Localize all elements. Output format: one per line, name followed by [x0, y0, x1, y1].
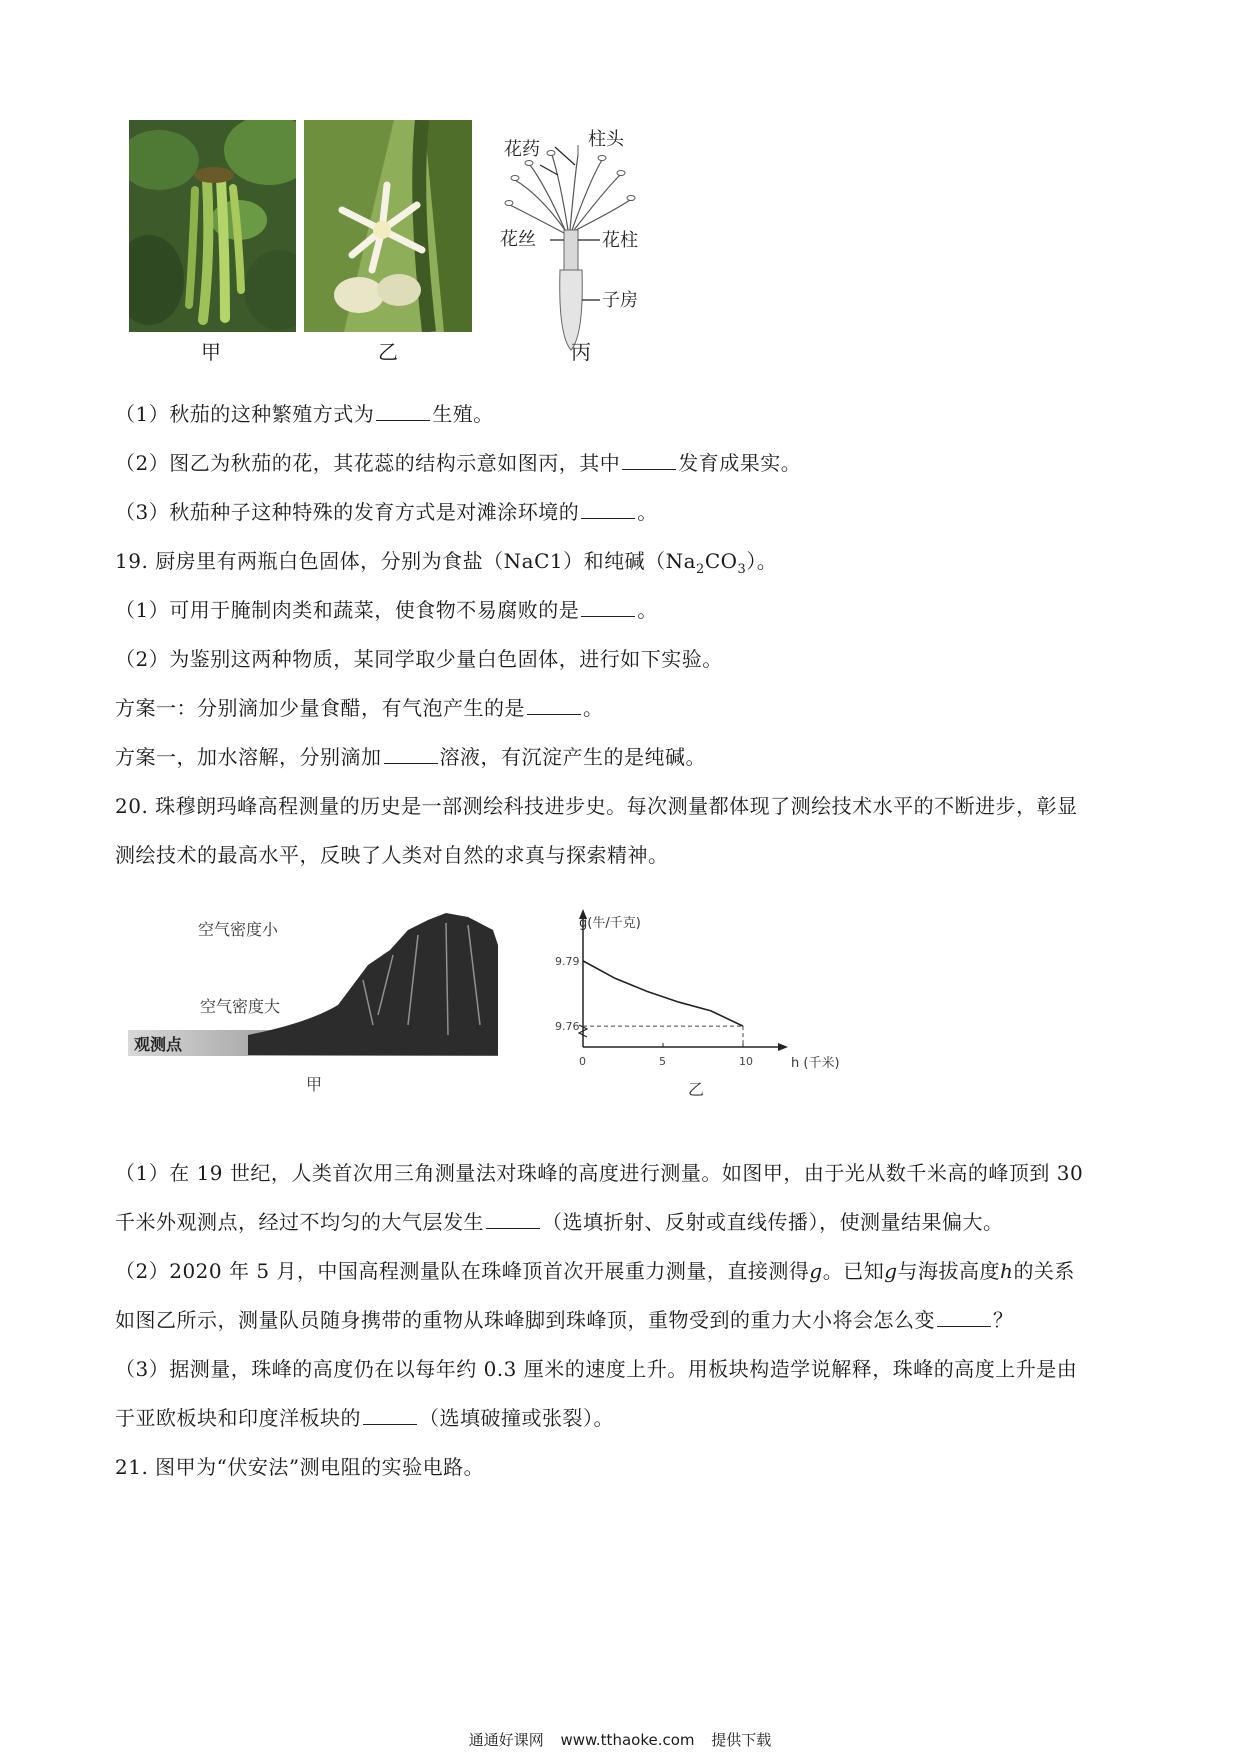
label-observation-point: 观测点	[134, 1035, 183, 1054]
q18-sub2: （2）图乙为秋茄的花，其花蕊的结构示意如图丙，其中 发育成果实。	[115, 451, 802, 475]
x-axis-label: h (千米)	[791, 1056, 840, 1071]
figure-mountain-atmosphere	[128, 905, 508, 1095]
footer-site: 通通好课网	[468, 1731, 544, 1749]
y-tick-label: 9.79	[555, 954, 580, 968]
q19-plan2: 方案一，加水溶解，分别滴加 溶液，有沉淀产生的是纯碱。	[115, 745, 706, 769]
x-tick-label: 5	[659, 1055, 666, 1068]
page-footer	[0, 1729, 1240, 1750]
flower-structure-diagram	[490, 125, 700, 355]
q20-stem-line1: 20. 珠穆朗玛峰高程测量的历史是一部测绘科技进步史。每次测量都体现了测绘技术水平的不断进步，彰显	[115, 794, 1078, 818]
q21-stem: 21. 图甲为“伏安法”测电阻的实验电路。	[115, 1455, 485, 1479]
y-tick-label: 9.76	[555, 1020, 580, 1034]
label-high-density: 空气密度大	[200, 997, 281, 1016]
q19-stem: 19. 厨房里有两瓶白色固体，分别为食盐（NaC1）和纯碱$(Na_2CO_3)$。	[115, 549, 778, 577]
caption-jia: 甲	[201, 340, 221, 364]
q20-sub2-line1: （2）2020 年 5 月，中国高程测量队在珠峰顶首次开展重力测量，直接测得g。已知g与海拔高度h的关系	[115, 1259, 1075, 1283]
label-anther: 花药	[504, 139, 540, 160]
y-axis-label: g(牛/千克)	[579, 916, 641, 931]
x-tick-label: 0	[579, 1055, 586, 1068]
answer-blank[interactable]	[937, 1308, 991, 1327]
answer-blank[interactable]	[486, 1210, 540, 1229]
q19-sub1: （1）可用于腌制肉类和蔬菜，使食物不易腐败的是 。	[115, 598, 658, 622]
q20-sub3-line1: （3）据测量，珠峰的高度仍在以每年约 0.3 厘米的速度上升。用板块构造学说解释，珠峰的高度上升是由	[115, 1357, 1078, 1381]
photo-mangrove-flower	[304, 120, 472, 332]
answer-blank[interactable]	[376, 402, 430, 421]
q20-sub3-line2: 于亚欧板块和印度洋板块的 （选填破撞或张裂）。	[115, 1406, 614, 1430]
q18-sub3: （3）秋茄种子这种特殊的发育方式是对滩涂环境的 。	[115, 500, 658, 524]
footer-note: 提供下载	[711, 1731, 772, 1749]
series-line	[583, 961, 743, 1026]
mangrove-flower-illustration	[304, 120, 472, 332]
q19-plan1: 方案一：分别滴加少量食醋，有气泡产生的是 。	[115, 696, 604, 720]
label-style: 花柱	[602, 230, 638, 251]
label-low-density: 空气密度小	[198, 920, 279, 939]
q20-sub1-line1: （1）在 19 世纪，人类首次用三角测量法对珠峰的高度进行测量。如图甲，由于光从数千米高的峰顶到 30	[115, 1161, 1084, 1185]
caption-yi-2: 乙	[688, 1080, 705, 1099]
g-vs-height-chart	[545, 895, 895, 1105]
label-filament: 花丝	[500, 229, 536, 250]
photo-mangrove-fruits	[129, 120, 296, 332]
q20-sub2-line2: 如图乙所示，测量队员随身携带的重物从珠峰脚到珠峰顶，重物受到的重力大小将会怎么变 ？	[115, 1308, 1014, 1332]
x-tick-label: 10	[739, 1055, 753, 1068]
caption-yi: 乙	[378, 340, 398, 364]
answer-blank[interactable]	[363, 1406, 417, 1425]
answer-blank[interactable]	[622, 451, 676, 470]
q19-sub2: （2）为鉴别这两种物质，某同学取少量白色固体，进行如下实验。	[115, 647, 723, 671]
q18-sub1: （1）秋茄的这种繁殖方式为 生殖。	[115, 402, 494, 426]
q20-sub1-line2: 千米外观测点，经过不均匀的大气层发生 （选填折射、反射或直线传播），使测量结果偏大。	[115, 1210, 1004, 1234]
caption-jia-2: 甲	[306, 1075, 323, 1094]
answer-blank[interactable]	[384, 745, 438, 764]
label-stigma: 柱头	[588, 129, 624, 150]
q20-stem-line2: 测绘技术的最高水平，反映了人类对自然的求真与探索精神。	[115, 843, 669, 867]
footer-url[interactable]: www.tthaoke.com	[560, 1731, 695, 1749]
answer-blank[interactable]	[581, 598, 635, 617]
x-axis-arrow	[778, 1043, 788, 1051]
answer-blank[interactable]	[527, 696, 581, 715]
mangrove-fruits-illustration	[129, 120, 296, 332]
answer-blank[interactable]	[581, 500, 635, 519]
axis-break	[579, 1025, 587, 1037]
caption-bing: 丙	[571, 340, 591, 364]
label-ovary: 子房	[602, 290, 638, 311]
